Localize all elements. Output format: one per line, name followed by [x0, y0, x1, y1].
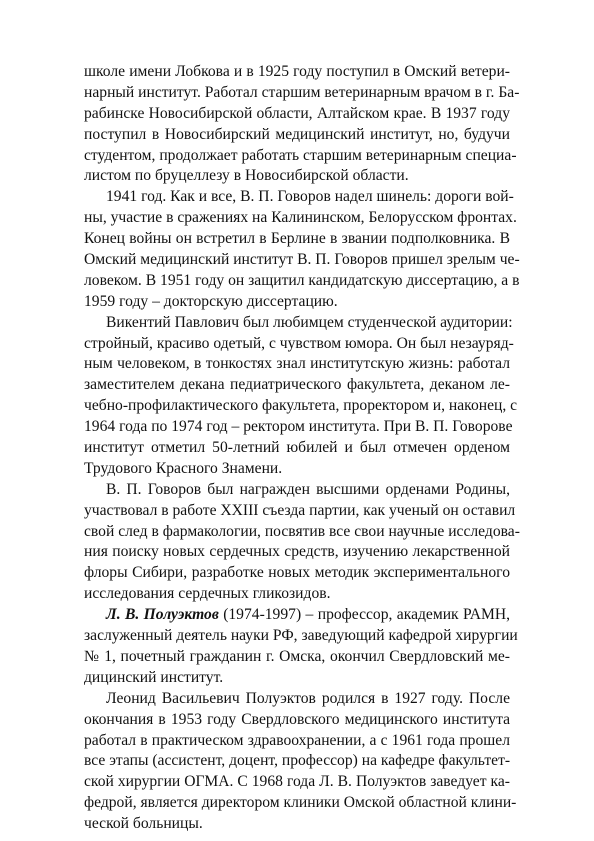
paragraph-3 — [84, 313, 518, 480]
text-line: свой след в фармакологии, посвятив все свои научные исследова- — [84, 522, 520, 540]
lead-text: (1974-1997) – профессор, академик РАМН, — [218, 606, 510, 624]
text-line: № 1, почетный гражданин г. Омска, окончил Свердловский ме- — [84, 647, 510, 665]
text-line: чебно-профилактического факультета, проректором и, наконец, с — [84, 397, 518, 415]
text-line: ческой больницы. — [84, 815, 203, 833]
text-line: Леонид Васильевич Полуэктов родился в 1927 году. После — [106, 689, 510, 707]
text-line: Омский медицинский институт В. П. Говоров пришел зрелым че- — [84, 251, 520, 269]
text-line — [84, 605, 510, 626]
text-line: федрой, является директором клиники Омской областной клини- — [84, 794, 517, 812]
text-line: исследования сердечных гликозидов. — [84, 585, 331, 603]
text-line: ской хирургии ОГМА. С 1968 года Л. В. Полуэктов заведует ка- — [84, 773, 510, 791]
text-line: флоры Сибири, разработке новых методик экспериментального — [84, 564, 510, 582]
text-line: заместителем декана педиатрического факультета, деканом ле- — [84, 376, 510, 394]
text-line: 1964 года по 1974 год – ректором института. При В. П. Говорове — [84, 418, 513, 436]
text-line: участвовал в работе XXIII съезда партии, как ученый он оставил — [84, 501, 516, 519]
person-name: Л. В. Полуэктов — [106, 606, 219, 624]
text-line: В. П. Говоров был награжден высшими орденами Родины, — [106, 480, 510, 498]
text-line: окончания в 1953 году Свердловского медицинского института — [84, 710, 510, 728]
text-line: дицинский институт. — [84, 668, 224, 686]
text-line: Викентий Павлович был любимцем студенческой аудитории: — [106, 313, 513, 331]
paragraph-4 — [84, 480, 520, 605]
paragraph-5 — [84, 605, 518, 689]
text-line: поступил в Новосибирский медицинский институт, но, будучи — [84, 125, 510, 143]
text-line: Конец войны он встретил в Берлине в звании подполковника. В — [84, 230, 510, 248]
paragraph-1 — [84, 62, 520, 187]
text-line: ния поиску новых сердечных средств, изучению лекарственной — [84, 543, 510, 561]
text-line: школе имени Лобкова и в 1925 году поступил в Омский ветери- — [84, 63, 510, 80]
text-line: ловеком. В 1951 году он защитил кандидатскую диссертацию, а в — [84, 271, 520, 289]
text-line: стройный, красиво одетый, с чувством юмора. Он был незауряд- — [84, 334, 514, 352]
text-line: работал в практическом здравоохранении, а с 1961 года прошел — [84, 731, 510, 749]
text-line: ны, участие в сражениях на Калининском, Белорусском фронтах. — [84, 209, 517, 227]
text-line: нарный институт. Работал старшим ветеринарным врачом в г. Ба- — [84, 83, 520, 101]
text-line: ным человеком, в тонкостях знал институтскую жизнь: работал — [84, 355, 510, 373]
text-line: заслуженный деятель науки РФ, заведующий кафедрой хирургии — [84, 627, 518, 645]
text-line: Трудового Красного Знамени. — [84, 459, 283, 477]
text-line: 1959 году – докторскую диссертацию. — [84, 292, 338, 310]
text-line: листом по бруцеллезу в Новосибирской области. — [84, 167, 409, 185]
text-line: студентом, продолжает работать старшим ветеринарным специа- — [84, 146, 517, 164]
text-line: институт отметил 50-летний юбилей и был отмечен орденом — [84, 439, 510, 457]
paragraph-6 — [84, 689, 517, 835]
text-line: 1941 год. Как и все, В. П. Говоров надел шинель: дороги вой- — [106, 188, 514, 206]
body-text — [84, 62, 520, 835]
paragraph-2 — [84, 187, 520, 312]
text-line: все этапы (ассистент, доцент, профессор) на кафедре факультет- — [84, 752, 511, 770]
text-line: рабинске Новосибирской области, Алтайском крае. В 1937 году — [84, 104, 510, 122]
